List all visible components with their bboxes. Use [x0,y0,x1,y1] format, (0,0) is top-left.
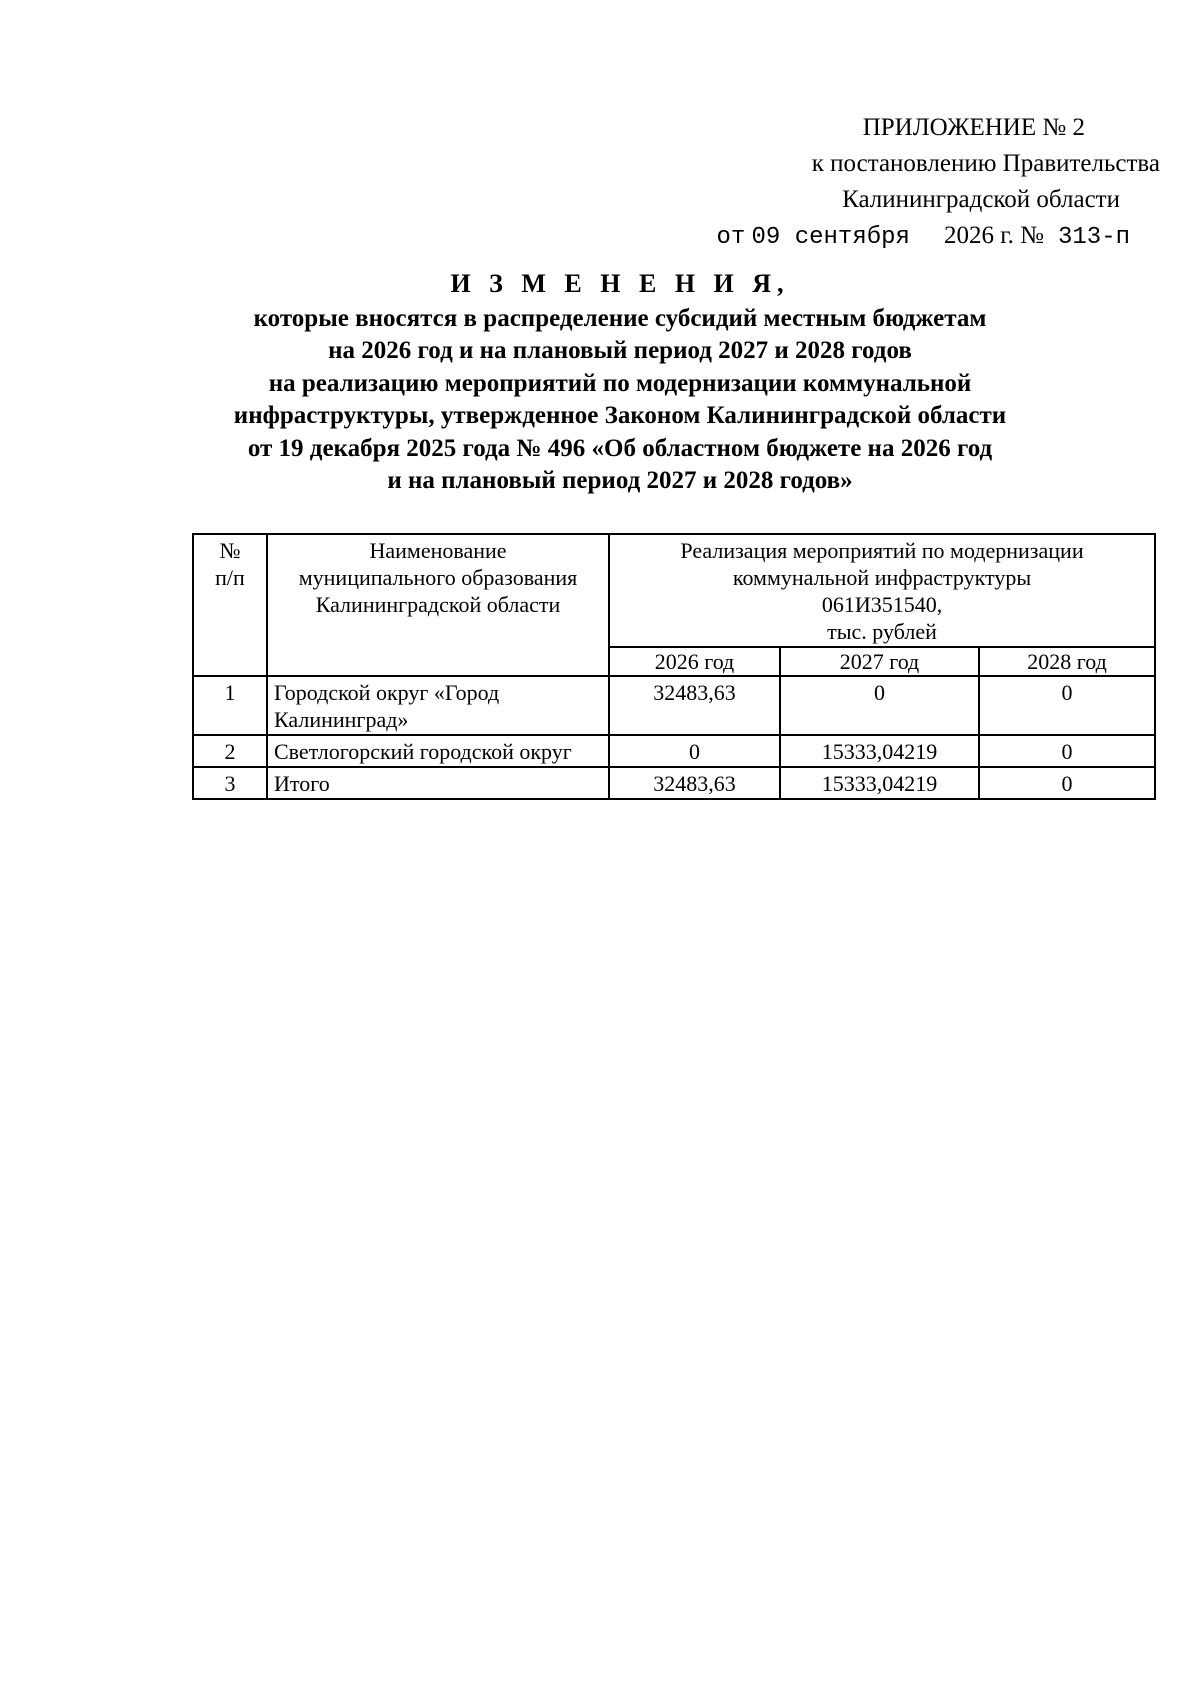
title-line: которые вносятся в распределение субсидий местным бюджетам [253,304,987,332]
row-value-2028: 0 [979,767,1155,799]
row-value-2026: 0 [609,735,780,767]
row-number: 2 [193,735,267,767]
row-value-2028: 0 [979,735,1155,767]
table-row [193,676,1155,735]
header-municipality-line: Калининградской области [315,592,561,617]
title-line: инфраструктуры, утвержденное Законом Калининградской области [233,402,1007,429]
header-program [609,534,1155,647]
row-value-2027: 15333,04219 [780,767,979,799]
date-prefix: от [716,224,746,251]
header-year-2028: 2028 год [979,647,1155,676]
title-line: на реализацию мероприятий по модернизации коммунальной [268,369,972,397]
header-year-2027: 2027 год [780,647,979,676]
header-municipality-line: Наименование [369,538,507,563]
row-value-2028: 0 [979,676,1155,735]
appendix-label: ПРИЛОЖЕНИЕ № 2 [862,114,1085,141]
row-number: 1 [193,676,267,735]
title-word: И З М Е Н Е Н И Я, [450,269,790,298]
table-row [193,735,1155,767]
header-municipality-line: муниципального образования [298,565,578,590]
table-header-row [193,534,1155,647]
header-program-line: Реализация мероприятий по модернизации [680,538,1084,563]
decree-year: 2026 г. № [943,222,1044,249]
appendix-header [640,110,1160,256]
row-value-2026: 32483,63 [609,676,780,735]
header-program-line: коммунальной инфраструктуры [732,565,1032,590]
document-title [160,268,1080,498]
header-year-2026: 2026 год [609,647,780,676]
row-value-2026: 32483,63 [609,767,780,799]
row-municipality: Городской округ «Город Калининград» [267,676,609,735]
decree-reference: к постановлению Правительства [811,150,1160,177]
title-line: на 2026 год и на плановый период 2027 и 2028 годов [328,337,912,364]
table-row-total [193,767,1155,799]
subsidy-table [192,533,1156,800]
row-municipality: Итого [267,767,609,799]
row-value-2027: 0 [780,676,979,735]
header-municipality [267,534,609,676]
title-line: и на плановый период 2027 и 2028 годов» [387,467,853,494]
header-program-code: 061И351540, [821,592,943,617]
title-line: от 19 декабря 2025 года № 496 «Об областном бюджете на 2026 год [247,434,993,462]
row-municipality: Светлогорский городской округ [267,735,609,767]
decree-day-month: 09 сентября [751,224,910,251]
decree-date-line [640,218,1160,256]
header-number [193,534,267,676]
header-number-line: № [219,538,241,563]
row-number: 3 [193,767,267,799]
header-program-units: тыс. рублей [827,619,937,644]
header-number-line: п/п [215,565,245,590]
region-name: Калининградской области [842,186,1120,213]
decree-number: 313-п [1057,224,1130,251]
row-value-2027: 15333,04219 [780,735,979,767]
